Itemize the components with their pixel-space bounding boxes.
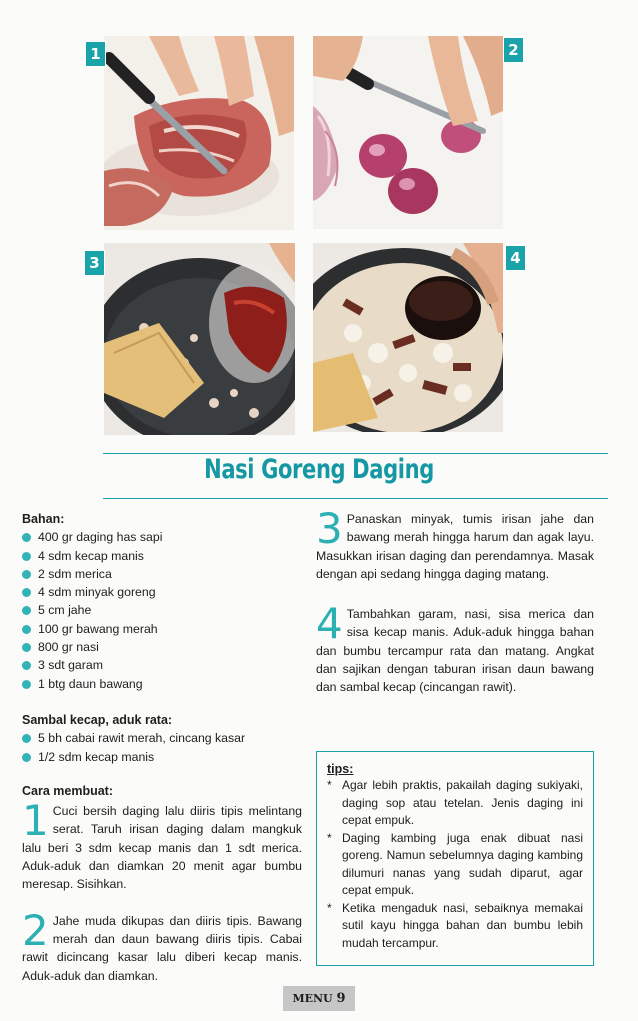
list-item: 5 cm jahe (22, 601, 302, 619)
tips-list (327, 777, 583, 952)
fried-rice-soy-photo (313, 243, 503, 432)
step-3-paragraph (316, 504, 594, 583)
shallot-slicing-photo (313, 36, 503, 229)
tips-heading: tips: (327, 762, 354, 776)
sambal-heading: Sambal kecap, aduk rata: (22, 712, 173, 727)
footer-label: MENU (292, 992, 333, 1005)
list-item: 3 sdt garam (22, 656, 302, 674)
sambal-list (22, 729, 302, 766)
photo-step-1 (104, 36, 294, 230)
list-item: 4 sdm kecap manis (22, 547, 302, 565)
photo-step-2 (313, 36, 503, 229)
list-item: 800 gr nasi (22, 638, 302, 656)
list-item: 5 bh cabai rawit merah, cincang kasar (22, 729, 302, 747)
step-1-number: 1 (22, 796, 49, 846)
list-item: 400 gr daging has sapi (22, 528, 302, 546)
step-badge-1: 1 (85, 41, 106, 67)
step-4-number: 4 (316, 599, 343, 649)
step-3-number: 3 (316, 504, 343, 553)
pan-sambal-photo (104, 243, 295, 435)
step-1-paragraph (22, 796, 302, 893)
page-number: 9 (336, 991, 346, 1006)
title-rule-bottom (103, 498, 608, 499)
step-2-number: 2 (22, 905, 49, 955)
step-2-text: Jahe muda dikupas dan diiris tipis. Bawang merah dan daun bawang diiris tipis. Cabai rawit dicincang kasar lalu diberi kecap manis. Aduk-aduk dan diamkan. (22, 913, 302, 983)
step-1-text: Cuci bersih daging lalu diiris tipis melintang serat. Taruh irisan daging dalam mangkuk lalu beri 3 sdm kecap manis dan 1 sdt merica. Aduk-aduk dan diamkan 20 menit agar bumbu meresap. Sisihkan. (22, 804, 302, 892)
page-footer (283, 986, 355, 1011)
step-badge-3: 3 (84, 250, 105, 276)
right-column (316, 504, 594, 697)
step-4-paragraph (316, 599, 594, 696)
list-item: * Ketika mengaduk nasi, sebaiknya memakai sutil kayu hingga bahan dan bumbu lebih mudah tercampur. (327, 900, 583, 953)
left-column (22, 510, 302, 985)
meat-slicing-photo (104, 36, 294, 230)
list-item: 1 btg daun bawang (22, 675, 302, 693)
list-item: 4 sdm minyak goreng (22, 583, 302, 601)
list-item: * Agar lebih praktis, pakailah daging sukiyaki, daging sop atau tetelan. Jenis daging ini cepat empuk. (327, 777, 583, 830)
cara-heading: Cara membuat: (22, 783, 113, 798)
list-item: 2 sdm merica (22, 565, 302, 583)
step-2-paragraph (22, 905, 302, 985)
step-3-text: Panaskan minyak, tumis irisan jahe dan bawang merah hingga harum dan agak layu. Masukkan irisan daging dan perendamnya. Masak dengan api sedang hingga daging matang. (316, 512, 594, 581)
list-item: 100 gr bawang merah (22, 620, 302, 638)
list-item: * Daging kambing juga enak dibuat nasi goreng. Namun sebelumnya daging kambing dilumuri nanas yang sudah diparut, agar cepat empuk. (327, 830, 583, 900)
photo-step-3 (104, 243, 295, 435)
list-item: 1/2 sdm kecap manis (22, 748, 302, 766)
step-4-text: Tambahkan garam, nasi, sisa merica dan sisa kecap manis. Aduk-aduk hingga bahan dan bumbu tercampur rata dan matang. Angkat dan sajikan dengan taburan irisan daun bawang dan sambal kecap (cincangan rawit). (316, 607, 594, 695)
tips-box (316, 751, 594, 966)
photo-step-4 (313, 243, 503, 432)
bahan-list (22, 528, 302, 693)
step-badge-4: 4 (505, 245, 526, 271)
step-badge-2: 2 (503, 37, 524, 63)
bahan-heading: Bahan: (22, 512, 65, 526)
recipe-title: Nasi Goreng Daging (204, 454, 434, 485)
